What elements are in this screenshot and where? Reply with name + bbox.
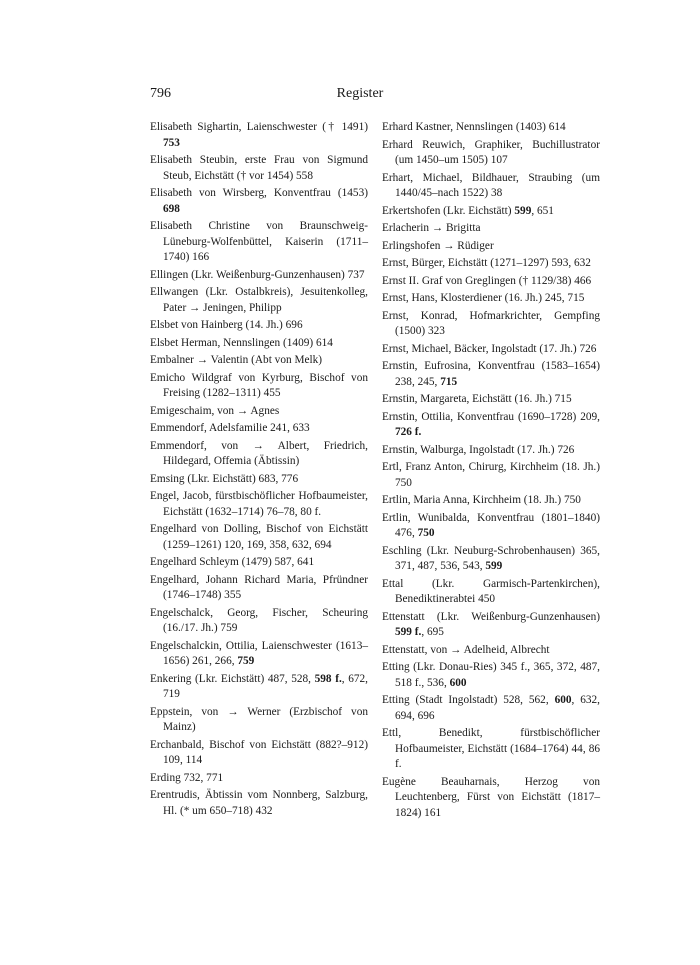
index-entry [382, 577, 600, 608]
main-page-reference: 726 f. [395, 426, 422, 438]
index-entry [382, 359, 600, 390]
entry-text: Ettenstatt, von [382, 643, 451, 656]
index-entry [382, 274, 600, 290]
entry-text: Brigitta [443, 222, 481, 234]
entry-text: Ernstin, Margareta, Eichstätt (16. Jh.) 715 [382, 393, 572, 405]
main-page-reference: 750 [417, 527, 435, 539]
index-entry [382, 342, 600, 358]
entry-text: Elisabeth Steubin, erste Frau von Sigmund Steub, Eichstätt († vor 1454) 558 [150, 154, 368, 182]
entry-text: Jeningen, Philipp [200, 301, 282, 314]
entry-text: Elsbet von Hainberg (14. Jh.) 696 [150, 319, 303, 331]
see-reference-arrow: → [189, 301, 201, 314]
index-entry [150, 353, 368, 369]
index-entry [150, 153, 368, 184]
entry-text: Erlacherin [382, 222, 432, 234]
main-page-reference: 759 [237, 655, 255, 667]
entry-text: Ernst II. Graf von Greglingen († 1129/38) 466 [382, 274, 592, 287]
index-entry [382, 544, 600, 575]
entry-text: Ernst, Bürger, Eichstätt (1271–1297) 593, 632 [382, 257, 591, 269]
index-entry [150, 489, 368, 520]
entry-text: Erlingshofen [382, 239, 444, 252]
see-reference-arrow: → [236, 404, 249, 417]
entry-text: Ellingen (Lkr. Weißenburg-Gunzenhausen) 737 [150, 268, 365, 281]
entry-text: Elisabeth von Wirsberg, Konventfrau (1453) [150, 187, 368, 199]
index-entry [150, 268, 368, 284]
index-entry [382, 204, 600, 220]
entry-text: Engelschalckin, Ottilia, Laienschwester (1613–1656) 261, 266, [150, 639, 368, 667]
index-entry [150, 285, 368, 316]
index-entry [382, 392, 600, 408]
entry-text: Emmendorf, Adelsfamilie 241, 633 [150, 422, 310, 434]
entry-text: Embalner [150, 354, 197, 366]
index-entry [382, 443, 600, 459]
entry-text: , 695 [421, 626, 444, 638]
index-entry [150, 371, 368, 402]
index-entry [150, 120, 368, 151]
see-reference-arrow: → [443, 239, 455, 252]
index-entry [150, 219, 368, 266]
entry-text: Ettal (Lkr. Garmisch-Partenkirchen), Benediktinerabtei 450 [382, 577, 600, 605]
index-entry [150, 186, 368, 217]
index-entry [150, 318, 368, 334]
entry-text: Rüdiger [454, 239, 494, 252]
index-entry [150, 639, 368, 670]
entry-text: Ernst, Michael, Bäcker, Ingolstadt (17. Jh.) 726 [382, 342, 597, 355]
index-entry [382, 693, 600, 724]
entry-text: Eschling (Lkr. Neuburg-Schrobenhausen) 365, 371, 487, 536, 543, [382, 544, 600, 572]
index-entry [382, 291, 600, 307]
index-entry [150, 672, 368, 703]
index-entry [382, 120, 600, 136]
main-page-reference: 599 f. [395, 626, 422, 638]
index-entry [150, 788, 368, 819]
entry-text: Adelheid, Albrecht [461, 643, 550, 656]
entry-text: Eppstein, von [150, 705, 228, 718]
index-entry [382, 309, 600, 340]
index-entry [150, 439, 368, 470]
entry-text: Werner (Erzbischof von Mainz) [163, 705, 369, 733]
index-entry [382, 610, 600, 641]
page-number: 796 [150, 86, 171, 101]
main-page-reference: 753 [163, 136, 180, 149]
index-column-right [382, 120, 600, 823]
entry-text: Elisabeth Christine von Braunschweig-Lüneburg-Wolfenbüttel, Kaiserin (1711–1740) 166 [150, 220, 368, 263]
entry-text: Engelhard von Dolling, Bischof von Eichstätt (1259–1261) 120, 169, 358, 632, 694 [150, 523, 368, 551]
entry-text: Enkering (Lkr. Eichstätt) 487, 528, [150, 672, 315, 685]
index-entry [382, 660, 600, 691]
main-page-reference: 600 [554, 694, 572, 706]
index-entry [150, 522, 368, 553]
index-entry [150, 555, 368, 571]
entry-text: Eugène Beauharnais, Herzog von Leuchtenberg, Fürst von Eichstätt (1817–1824) 161 [382, 775, 600, 819]
main-page-reference: 599 [514, 204, 532, 217]
index-entry [150, 738, 368, 769]
entry-text: Valentin (Abt von Melk) [208, 354, 323, 366]
entry-text: Erhard Reuwich, Graphiker, Buchillustrator (um 1450–um 1505) 107 [382, 138, 600, 166]
index-entry [382, 460, 600, 491]
entry-text: Emigeschaim, von [150, 404, 237, 417]
index-entry [382, 643, 600, 659]
entry-text: Ernstin, Ottilia, Konventfrau (1690–1728) 209, [382, 410, 600, 423]
main-page-reference: 598 f. [314, 672, 342, 685]
entry-text: Agnes [248, 404, 280, 417]
index-entry [150, 472, 368, 488]
index-entry [382, 726, 600, 773]
entry-text: Ertlin, Maria Anna, Kirchheim (18. Jh.) 750 [382, 494, 581, 506]
entry-text: Ernstin, Walburga, Ingolstadt (17. Jh.) 726 [382, 443, 575, 456]
running-title: Register [336, 86, 384, 101]
index-entry [382, 511, 600, 542]
index-entry [382, 775, 600, 822]
see-reference-arrow: → [252, 439, 264, 452]
entry-text: Ernstin, Eufrosina, Konventfrau (1583–1654) 238, 245, [382, 360, 600, 388]
entry-text: Emmendorf, von [150, 439, 253, 452]
main-page-reference: 715 [440, 375, 458, 388]
entry-text: Engel, Jacob, fürstbischöflicher Hofbaumeister, Eichstätt (1632–1714) 76–78, 80 f. [150, 490, 368, 518]
entry-text: Elsbet Herman, Nennslingen (1409) 614 [150, 336, 333, 349]
index-entry [382, 410, 600, 441]
see-reference-arrow: → [431, 222, 444, 234]
index-entry [382, 493, 600, 509]
entry-text: , 651 [531, 204, 554, 217]
main-page-reference: 599 [485, 560, 503, 572]
index-column-left [150, 120, 368, 821]
index-entry [382, 171, 600, 202]
index-entry [382, 221, 600, 237]
entry-text: Erchanbald, Bischof von Eichstätt (882?–912) 109, 114 [150, 738, 368, 766]
main-page-reference: 600 [449, 676, 467, 689]
index-entry [150, 606, 368, 637]
entry-text: Ertl, Franz Anton, Chirurg, Kirchheim (18. Jh.) 750 [382, 461, 600, 489]
entry-text: Emicho Wildgraf von Kyrburg, Bischof von Freising (1282–1311) 455 [150, 371, 368, 399]
entry-text: Engelhard, Johann Richard Maria, Pfründner (1746–1748) 355 [150, 573, 368, 601]
entry-text: Erentrudis, Äbtissin vom Nonnberg, Salzburg, Hl. (* um 650–718) 432 [150, 789, 368, 817]
entry-text: Etting (Stadt Ingolstadt) 528, 562, [382, 694, 555, 706]
entry-text: , 632, 694, 696 [395, 694, 601, 722]
entry-text: , 672, 719 [163, 672, 368, 700]
entry-text: Ernst, Hans, Klosterdiener (16. Jh.) 245, 715 [382, 292, 585, 304]
page-header [150, 86, 570, 106]
entry-text: Emsing (Lkr. Eichstätt) 683, 776 [150, 472, 299, 485]
entry-text: Erhard Kastner, Nennslingen (1403) 614 [382, 121, 566, 133]
entry-text: Erkertshofen (Lkr. Eichstätt) [382, 204, 515, 217]
entry-text: Ettenstatt (Lkr. Weißenburg-Gunzenhausen) [382, 610, 600, 623]
entry-text: Ernst, Konrad, Hofmarkrichter, Gempfing (1500) 323 [382, 309, 600, 337]
entry-text: Engelhard Schleym (1479) 587, 641 [150, 556, 315, 568]
index-entry [150, 573, 368, 604]
entry-text: Albert, Friedrich, Hildegard, Offemia (Äbtissin) [163, 439, 368, 467]
entry-text: Ellwangen (Lkr. Ostalbkreis), Jesuitenkolleg, Pater [150, 286, 368, 314]
entry-text: Erding 732, 771 [150, 771, 224, 784]
entry-text: Elisabeth Sighartin, Laienschwester († 1491) [150, 121, 368, 133]
main-page-reference: 698 [163, 202, 180, 215]
index-entry [150, 404, 368, 420]
see-reference-arrow: → [196, 354, 209, 366]
index-entry [150, 705, 368, 736]
index-entry [150, 421, 368, 437]
index-entry [150, 336, 368, 352]
index-entry [150, 771, 368, 787]
index-entry [382, 239, 600, 255]
entry-text: Etting (Lkr. Donau-Ries) 345 f., 365, 372, 487, 518 f., 536, [382, 661, 600, 689]
see-reference-arrow: → [450, 643, 462, 656]
entry-text: Engelschalck, Georg, Fischer, Scheuring (16./17. Jh.) 759 [150, 606, 368, 634]
entry-text: Ertlin, Wunibalda, Konventfrau (1801–1840) 476, [382, 511, 600, 539]
entry-text: Ettl, Benedikt, fürstbischöflicher Hofbaumeister, Eichstätt (1684–1764) 44, 86 f. [382, 727, 600, 770]
index-entry [382, 138, 600, 169]
entry-text: Erhart, Michael, Bildhauer, Straubing (um 1440/45–nach 1522) 38 [382, 171, 600, 199]
index-entry [382, 256, 600, 272]
see-reference-arrow: → [227, 705, 239, 718]
